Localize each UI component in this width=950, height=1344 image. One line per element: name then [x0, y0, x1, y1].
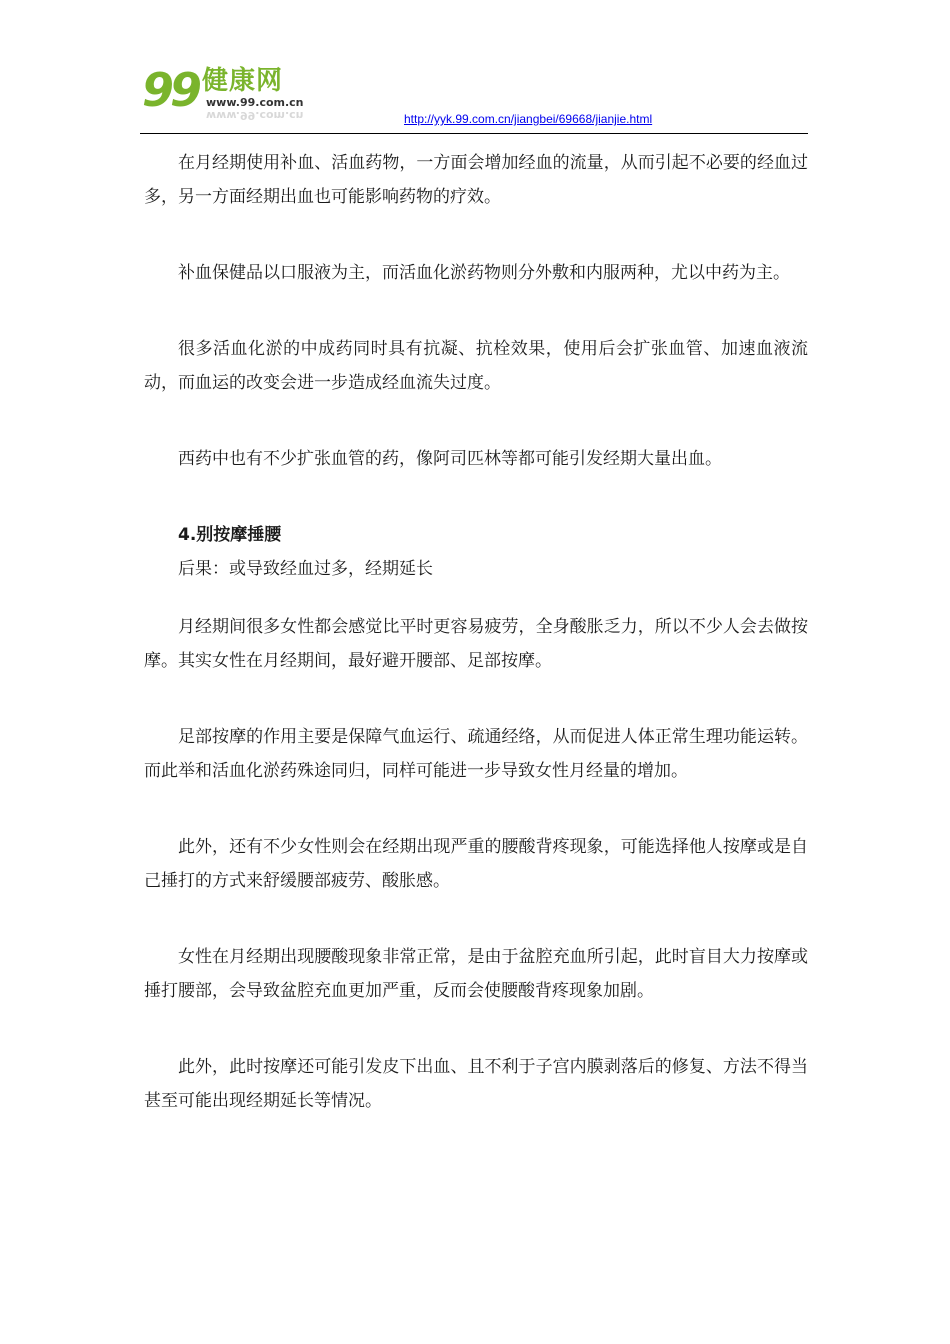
- paragraph: 足部按摩的作用主要是保障气血运行、疏通经络，从而促进人体正常生理功能运转。而此举和活血化淤药殊途同归，同样可能进一步导致女性月经量的增加。: [144, 727, 808, 781]
- logo-brand-name: 健康网: [202, 66, 284, 96]
- site-logo[interactable]: [142, 64, 342, 128]
- logo-url-reflection: www.99.com.cn: [206, 109, 304, 122]
- page-header: [140, 58, 808, 134]
- paragraph: 女性在月经期出现腰酸现象非常正常，是由于盆腔充血所引起，此时盲目大力按摩或捶打腰部，会导致盆腔充血更加严重，反而会使腰酸背疼现象加剧。: [144, 947, 808, 1001]
- paragraph: 西药中也有不少扩张血管的药，像阿司匹林等都可能引发经期大量出血。: [178, 449, 722, 469]
- paragraph: 此外，此时按摩还可能引发皮下出血、且不利于子宫内膜剥落后的修复、方法不得当甚至可能出现经期延长等情况。: [144, 1057, 808, 1111]
- paragraph: 在月经期使用补血、活血药物，一方面会增加经血的流量，从而引起不必要的经血过多，另一方面经期出血也可能影响药物的疗效。: [144, 153, 808, 207]
- header-divider: [140, 133, 808, 134]
- paragraph: 月经期间很多女性都会感觉比平时更容易疲劳，全身酸胀乏力，所以不少人会去做按摩。其实女性在月经期间，最好避开腰部、足部按摩。: [144, 617, 808, 671]
- paragraph: 补血保健品以口服液为主，而活血化淤药物则分外敷和内服两种，尤以中药为主。: [178, 263, 790, 283]
- paragraph: 很多活血化淤的中成药同时具有抗凝、抗栓效果，使用后会扩张血管、加速血液流动，而血运的改变会进一步造成经血流失过度。: [144, 339, 808, 393]
- logo-nines: 99: [142, 63, 199, 117]
- source-link[interactable]: http://yyk.99.com.cn/jiangbei/69668/jianjie.html: [404, 112, 653, 126]
- logo-url: www.99.com.cn: [206, 96, 304, 109]
- consequence-line: 后果：或导致经血过多，经期延长: [178, 559, 433, 579]
- section-heading: 4.别按摩捶腰: [178, 525, 282, 545]
- article-body: [144, 146, 808, 1118]
- paragraph: 此外，还有不少女性则会在经期出现严重的腰酸背疼现象，可能选择他人按摩或是自己捶打的方式来舒缓腰部疲劳、酸胀感。: [144, 837, 808, 891]
